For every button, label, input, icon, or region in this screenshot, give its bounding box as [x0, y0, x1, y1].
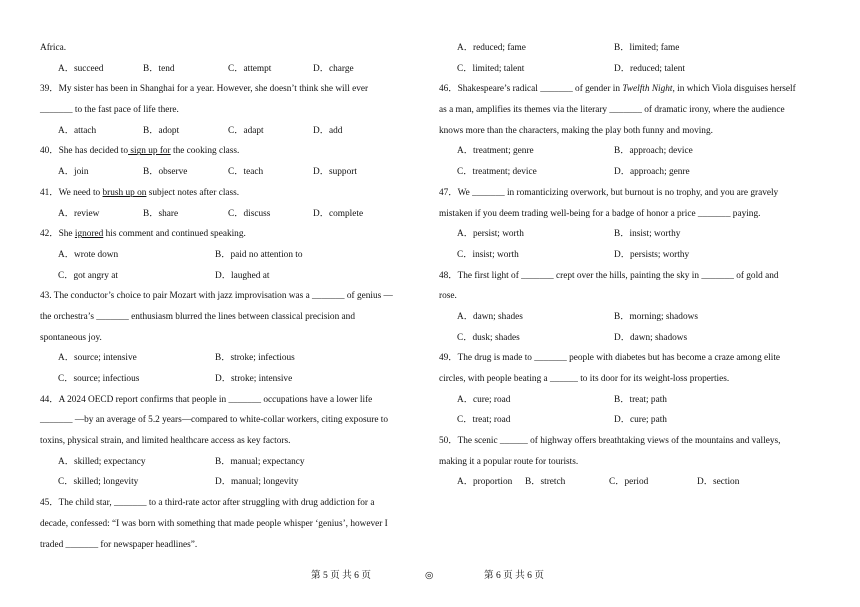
- text-segment: subject notes after class.: [146, 187, 240, 198]
- question-text-line: as a man, amplifies its themes via the literary _______ of dramatic irony, where the audience: [439, 105, 785, 116]
- question-text-line: 47．We _______ in romanticizing overwork, but burnout is no trophy, and you are gravely: [439, 187, 779, 198]
- answer-option: C．skilled; longevity: [58, 477, 139, 488]
- answer-option: D．reduced; talent: [614, 63, 685, 74]
- answer-options: [439, 162, 829, 183]
- text-segment: the cooking class.: [170, 146, 240, 157]
- answer-options: [40, 472, 420, 493]
- copyright-mark: ◎: [425, 570, 434, 581]
- answer-option: C．got angry at: [58, 270, 118, 281]
- text-segment: his comment and continued speaking.: [103, 229, 246, 240]
- question-text-line: 44．A 2024 OECD report confirms that people in _______ occupations have a lower life: [40, 394, 373, 405]
- answer-option: D．stroke; intensive: [215, 374, 293, 384]
- answer-option: D．support: [313, 167, 357, 178]
- right-column: [439, 38, 829, 493]
- answer-option: B．observe: [143, 167, 188, 178]
- answer-options: [439, 307, 829, 328]
- underlined-phrase: brush up on: [102, 187, 147, 198]
- answer-option: B．paid no attention to: [215, 249, 303, 260]
- answer-options: [40, 369, 420, 390]
- answer-option: A．wrote down: [58, 249, 119, 260]
- question-text-line: _______ —by an average of 5.2 years—compared to white-collar workers, citing exposure to: [40, 415, 389, 426]
- question-text-line: the orchestra’s _______ enthusiasm blurred the lines between classical precision and: [40, 311, 355, 322]
- text-segment: 46．Shakespeare’s radical _______ of gender in: [439, 84, 623, 95]
- question-text-line: [40, 183, 420, 204]
- answer-option: C．treat; road: [457, 415, 511, 426]
- answer-option: C．insist; worth: [457, 249, 519, 260]
- answer-option: B．stroke; infectious: [215, 353, 295, 364]
- question-text-line: knows more than the characters, making the play both funny and moving.: [439, 125, 713, 136]
- answer-options: [439, 390, 829, 411]
- question-text-line: decade, confessed: “I was born with something that made people whisper ‘genius’, however I: [40, 518, 388, 529]
- answer-options: [439, 224, 829, 245]
- answer-option: D．cure; path: [614, 415, 667, 426]
- answer-option: A．review: [58, 208, 100, 219]
- answer-options: [439, 472, 829, 493]
- question-text-line: [40, 141, 420, 162]
- answer-options: [40, 59, 420, 80]
- answer-options: [40, 162, 420, 183]
- answer-option: D．dawn; shadows: [614, 332, 688, 343]
- text-segment: 42．She: [40, 229, 75, 240]
- answer-option: A．dawn; shades: [457, 311, 523, 322]
- answer-option: D．persists; worthy: [614, 249, 690, 260]
- answer-option: A．skilled; expectancy: [58, 456, 146, 467]
- underlined-phrase: sign up for: [128, 146, 171, 157]
- answer-option: D．section: [697, 477, 740, 488]
- question-text-line: spontaneous joy.: [40, 332, 102, 343]
- answer-options: [40, 245, 420, 266]
- answer-option: A．succeed: [58, 63, 104, 74]
- answer-options: [40, 348, 420, 369]
- italic-title: Twelfth Night: [622, 84, 673, 95]
- answer-option: C．period: [609, 477, 649, 488]
- answer-options: [439, 59, 829, 80]
- text-segment: , in which Viola disguises herself: [672, 84, 796, 95]
- answer-option: D．charge: [313, 63, 354, 74]
- answer-options: [439, 38, 829, 59]
- answer-options: [40, 121, 420, 142]
- answer-options: [40, 266, 420, 287]
- answer-option: B．manual; expectancy: [215, 456, 305, 467]
- answer-option: A．source; intensive: [58, 353, 137, 364]
- answer-option: B．insist; worthy: [614, 229, 681, 240]
- question-text-line: 45．The child star, _______ to a third-rate actor after struggling with drug addiction for a: [40, 498, 375, 509]
- underlined-phrase: ignored: [74, 229, 104, 240]
- answer-option: C．teach: [228, 167, 264, 178]
- answer-option: C．attempt: [228, 63, 272, 74]
- answer-options: [439, 410, 829, 431]
- answer-option: B．share: [143, 208, 179, 219]
- answer-option: C．treatment; device: [457, 167, 537, 178]
- question-text-line: circles, with people beating a ______ to its door for its weight-loss properties.: [439, 374, 730, 384]
- answer-option: A．cure; road: [457, 394, 511, 405]
- answer-option: D．laughed at: [215, 270, 270, 281]
- question-text-line: traded _______ for newspaper headlines”.: [40, 539, 198, 550]
- answer-option: A．proportion: [457, 477, 513, 488]
- answer-option: C．limited; talent: [457, 63, 525, 74]
- answer-option: D．manual; longevity: [215, 477, 299, 488]
- question-text-line: [40, 224, 420, 245]
- answer-option: B．stretch: [525, 477, 566, 488]
- question-text-line: 43. The conductor’s choice to pair Mozart with jazz improvisation was a _______ of genius —: [40, 291, 393, 302]
- text-segment: 41．We need to: [40, 187, 103, 198]
- answer-option: B．treat; path: [614, 394, 667, 405]
- answer-option: B．tend: [143, 63, 175, 74]
- answer-option: D．add: [313, 125, 343, 136]
- question-text-line: _______ to the fast pace of life there.: [40, 105, 179, 116]
- text-segment: 40．She has decided to: [40, 146, 129, 157]
- answer-option: B．approach; device: [614, 146, 693, 157]
- page-number-left: 第 5 页 共 6 页: [311, 570, 371, 581]
- answer-options: [439, 328, 829, 349]
- answer-option: D．complete: [313, 208, 364, 219]
- question-text-line: rose.: [439, 291, 457, 302]
- answer-option: A．attach: [58, 125, 97, 136]
- question-text-line: 48．The first light of _______ crept over the hills, painting the sky in _______ of gold and: [439, 270, 779, 281]
- answer-option: B．morning; shadows: [614, 311, 698, 322]
- answer-option: B．limited; fame: [614, 43, 680, 53]
- answer-option: A．reduced; fame: [457, 43, 526, 53]
- question-text-line: mistaken if you deem trading well-being for a badge of honor a price _______ paying.: [439, 208, 761, 219]
- answer-option: C．dusk; shades: [457, 332, 520, 343]
- answer-option: A．join: [58, 167, 89, 178]
- question-text-line: [439, 79, 829, 100]
- answer-options: [439, 141, 829, 162]
- answer-option: C．adapt: [228, 125, 264, 136]
- question-text-line: 49．The drug is made to _______ people with diabetes but has become a craze among elite: [439, 353, 781, 364]
- answer-option: C．source; infectious: [58, 374, 140, 384]
- page-number-right: 第 6 页 共 6 页: [484, 570, 544, 581]
- answer-option: C．discuss: [228, 208, 271, 219]
- question-text-line: 39．My sister has been in Shanghai for a year. However, she doesn’t think she will ever: [40, 84, 369, 95]
- question-text-line: making it a popular route for tourists.: [439, 456, 579, 467]
- question-text-line: toxins, physical strain, and limited healthcare access as key factors.: [40, 436, 291, 447]
- question-text-line: Africa.: [40, 43, 67, 53]
- answer-options: [40, 452, 420, 473]
- question-text-line: 50．The scenic ______ of highway offers breathtaking views of the mountains and valleys,: [439, 436, 781, 447]
- left-column: [40, 38, 420, 555]
- answer-option: D．approach; genre: [614, 167, 690, 178]
- answer-option: A．persist; worth: [457, 229, 524, 240]
- answer-options: [439, 245, 829, 266]
- answer-option: A．treatment; genre: [457, 146, 534, 157]
- answer-option: B．adopt: [143, 125, 180, 136]
- answer-options: [40, 204, 420, 225]
